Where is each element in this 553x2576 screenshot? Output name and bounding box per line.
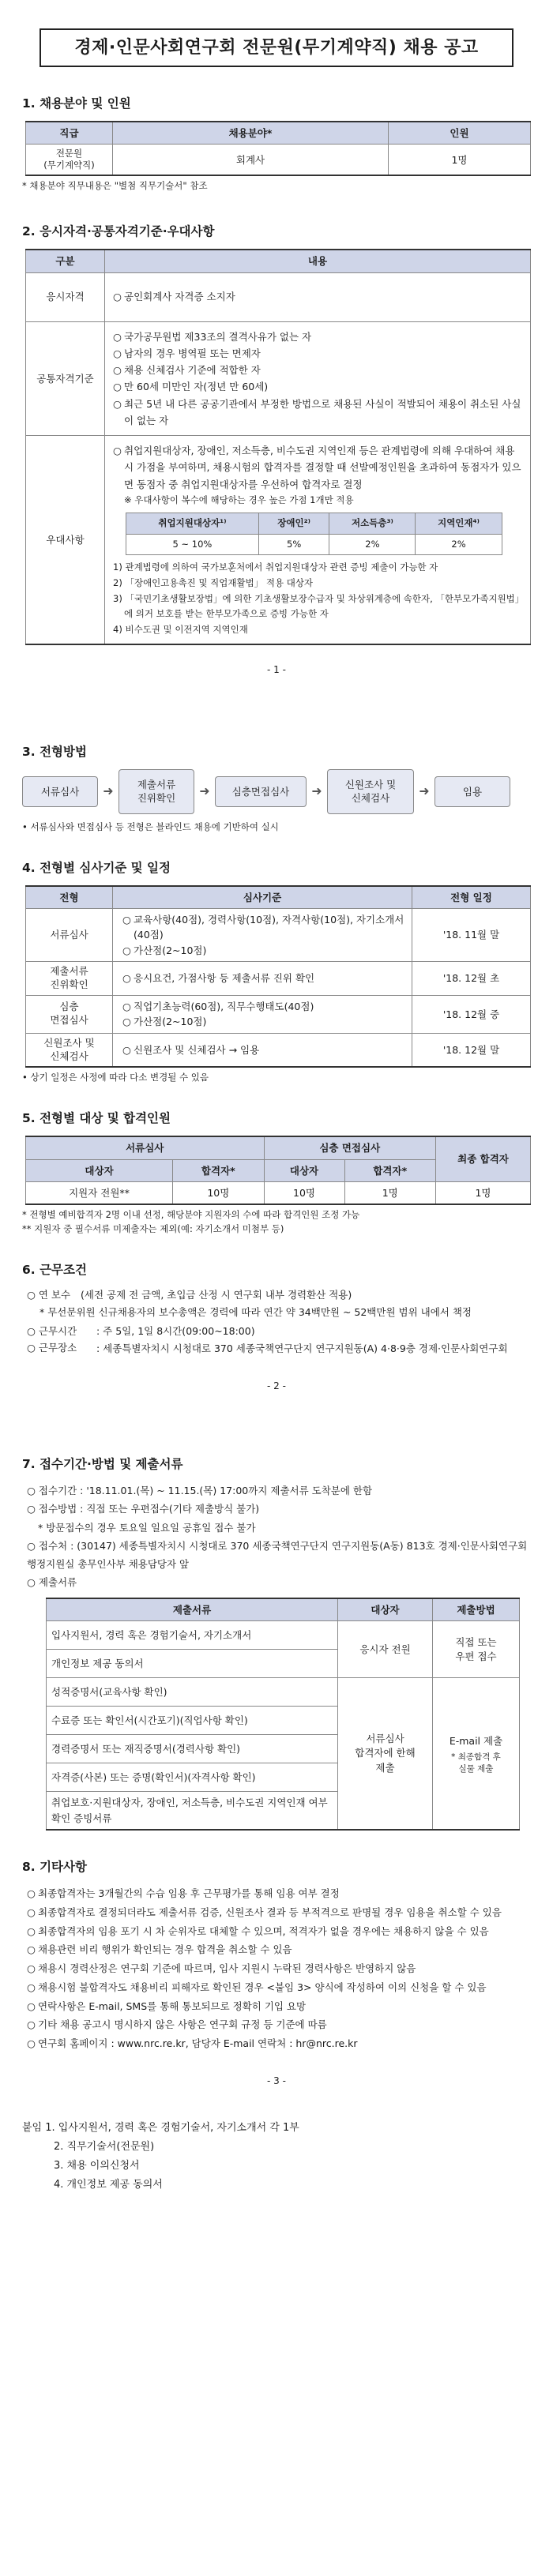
date-cell: '18. 12월 중 [412, 995, 531, 1033]
list-item: ○ 교육사항(40점), 경력사항(10점), 자격사항(10점), 자기소개서(40점) [122, 914, 404, 941]
doc-cell: 수료증 또는 확인서(시간포기)(직업사항 확인) [47, 1707, 338, 1735]
col-header: 장애인²⁾ [258, 513, 329, 535]
row-label: 우대사항 [26, 436, 105, 645]
section-2-table [25, 249, 531, 645]
section-3-heading: 3. 전형방법 [22, 744, 87, 759]
table-cell: 1명 [389, 145, 531, 175]
section-5-note: * 전형별 예비합격자 2명 이내 선정, 해당분야 지원자의 수에 따라 합격인원 조정 가능 [22, 1209, 360, 1221]
section-1-note: * 채용분야 직무내용은 "별첨 직무기술서" 참조 [22, 180, 208, 192]
condition-text: : 주 5일, 1일 8시간(09:00~18:00) [96, 1324, 255, 1337]
contact-item: ○ 연구회 홈페이지 : www.nrc.re.kr, 담당자 E-mail 연락처 : hr@nrc.re.kr [27, 2037, 358, 2050]
section-4-note: • 상기 일정은 사정에 따라 다소 변경될 수 있음 [22, 1072, 209, 1083]
list-item: ○ 채용 신체검사 기준에 적합한 자 [113, 364, 261, 377]
preference-footnotes [113, 560, 522, 637]
submission-table [46, 1598, 520, 1831]
attachment-item: 붙임 1. 입사지원서, 경력 혹은 경험기술서, 자기소개서 각 1부 [22, 2121, 299, 2134]
list-item: ○ 채용관련 비리 행위가 확인되는 경우 합격을 취소할 수 있음 [27, 1943, 292, 1956]
doc-cell: 개인정보 제공 동의서 [47, 1650, 338, 1678]
table-cell: 10명 [173, 1181, 264, 1204]
date-cell: '18. 11월 말 [412, 909, 531, 962]
list-item: ○ 최근 5년 내 다른 공공기관에서 부정한 방법으로 채용된 사실이 적발되어 채용이 취소된 사실이 없는 자 [113, 397, 521, 426]
table-cell: 지원자 전원** [26, 1181, 173, 1204]
target-cell: 서류심사 합격자에 한해 제출 [338, 1678, 433, 1830]
stage-cell: 제출서류 진위확인 [26, 962, 113, 996]
col-header: 직급 [26, 122, 113, 145]
list-item: ○ 직업기초능력(60점), 직무수행태도(40점) [122, 1000, 314, 1012]
table-cell: 2% [329, 534, 416, 555]
row-label: 공통자격기준 [26, 321, 105, 436]
list-item: ○ 연락사항은 E-mail, SMS를 통해 통보되므로 정확히 기입 요망 [27, 2000, 307, 2012]
attachment-item: 4. 개인정보 제공 동의서 [54, 2178, 163, 2191]
method-cell: 직접 또는 우편 접수 [433, 1621, 520, 1678]
flow-step: 제출서류 진위확인 [118, 769, 194, 814]
section-8-heading: 8. 기타사항 [22, 1860, 87, 1875]
list-item: ○ 가산점(2~10점) [122, 1016, 207, 1028]
table-cell: 1명 [436, 1181, 531, 1204]
apply-item: ○ 제출서류 [27, 1575, 77, 1588]
list-item: ○ 신원조사 및 신체검사 → 임용 [122, 1043, 260, 1056]
doc-cell: 자격증(사본) 또는 증명(확인서)(자격사항 확인) [47, 1763, 338, 1792]
date-cell: '18. 12월 초 [412, 962, 531, 996]
table-row [26, 1033, 531, 1067]
method-cell [433, 1678, 520, 1830]
section-5-table [25, 1136, 531, 1205]
table-cell: 5% [258, 534, 329, 555]
section-4-heading: 4. 전형별 심사기준 및 일정 [22, 860, 171, 875]
table-cell: 회계사 [113, 145, 389, 175]
list-item: ○ 최종합격자는 3개월간의 수습 임용 후 근무평가를 통해 임용 여부 결정 [27, 1887, 340, 1900]
list-item: ○ 최종합격자의 임용 포기 시 차 순위자로 대체할 수 있으며, 적격자가 없을 경우에는 채용하지 않을 수 있음 [27, 1924, 489, 1937]
col-header: 전형 일정 [412, 886, 531, 909]
col-header: 심사기준 [113, 886, 412, 909]
section-3-note: • 서류심사와 면접심사 등 전형은 블라인드 채용에 기반하여 실시 [22, 820, 279, 832]
preference-note: ※ 우대사항이 복수에 해당하는 경우 높은 가점 1개만 적용 [124, 494, 354, 505]
list-item: ○ 공인회계사 자격증 소지자 [113, 291, 235, 303]
doc-cell: 취업보호·지원대상자, 장애인, 저소득층, 비수도권 지역인재 여부 확인 증빙서류 [47, 1792, 338, 1830]
table-row [26, 995, 531, 1033]
flow-step: 서류심사 [22, 776, 98, 808]
condition-label: ○ 근무장소 [27, 1342, 77, 1354]
col-header: 인원 [389, 122, 531, 145]
col-header: 합격자* [173, 1159, 264, 1181]
condition-row [22, 1340, 531, 1358]
section-2-heading: 2. 응시자격·공통자격기준·우대사항 [22, 224, 215, 239]
list-item: ○ 채용시 경력산정은 연구회 기준에 따르며, 입사 지원시 누락된 경력사항은 반영하지 않음 [27, 1962, 416, 1975]
condition-label: ○ 연 보수 [27, 1288, 71, 1301]
list-item: ○ 만 60세 미만인 자(정년 만 60세) [113, 381, 269, 393]
col-header: 대상자 [264, 1159, 344, 1181]
attachment-item: 3. 채용 이의신청서 [54, 2159, 140, 2172]
section-5-note: ** 지원자 중 필수서류 미제출자는 제외(예: 자기소개서 미첨부 등) [22, 1223, 284, 1235]
list-item: ○ 가산점(2~10점) [122, 944, 207, 956]
doc-cell: 성적증명서(교육사항 확인) [47, 1678, 338, 1707]
page-number: - 3 - [267, 2075, 286, 2086]
section-4-table [25, 885, 531, 1068]
section-6-heading: 6. 근무조건 [22, 1262, 87, 1277]
col-header: 전형 [26, 886, 113, 909]
footnote: 1) 관계법령에 의하여 국가보훈처에서 취업지원대상자 관련 증빙 제출이 가능한 자 [113, 561, 438, 573]
stage-cell: 신원조사 및 신체검사 [26, 1033, 113, 1067]
list-item: ○ 응시요건, 가점사항 등 제출서류 진위 확인 [122, 972, 315, 985]
arrow-right-icon: ➜ [199, 783, 210, 798]
col-header: 지역인재⁴⁾ [416, 513, 502, 535]
col-header: 최종 합격자 [436, 1136, 531, 1181]
apply-item: * 방문접수의 경우 토요일 일요일 공휴일 접수 불가 [38, 1521, 256, 1534]
apply-item: ○ 접수처 : (30147) 세종특별자치시 시청대로 370 세종국책연구단지 연구지원동(A동) 813호 경제·인문사회연구회 행정지원실 총무인사부 채용담당자 앞 [27, 1539, 528, 1570]
arrow-right-icon: ➜ [419, 783, 430, 798]
target-cell: 응시자 전원 [338, 1621, 433, 1678]
table-cell: 5 ~ 10% [126, 534, 259, 555]
col-header: 내용 [105, 250, 531, 272]
attachments [22, 2120, 531, 2194]
method-email: E-mail 제출 [449, 1734, 503, 1747]
table-cell: 10명 [264, 1181, 344, 1204]
condition-row [22, 1324, 531, 1339]
row-label: 응시자격 [26, 272, 105, 321]
flow-step: 임용 [434, 776, 510, 808]
list-item: ○ 채용시험 불합격자도 채용비리 피해자로 확인된 경우 <붙임 3> 양식에 작성하여 이의 신청을 할 수 있음 [27, 1981, 487, 1993]
col-header: 구분 [26, 250, 105, 272]
section-1-table [25, 121, 531, 176]
table-cell: 2% [416, 534, 502, 555]
footnote: 2) 「장애인고용촉진 및 직업재활법」 적용 대상자 [113, 577, 314, 588]
arrow-right-icon: ➜ [103, 783, 114, 798]
preference-table [126, 513, 502, 555]
condition-text: (세전 공제 전 금액, 초입금 산정 시 연구회 내부 경력환산 적용) [81, 1288, 352, 1301]
col-group-header: 심층 면접심사 [264, 1136, 435, 1159]
col-header: 대상자 [338, 1598, 433, 1621]
condition-row [22, 1304, 531, 1322]
table-row [26, 909, 531, 962]
col-header: 제출서류 [47, 1598, 338, 1621]
col-header: 저소득층³⁾ [329, 513, 416, 535]
doc-cell: 경력증명서 또는 재직증명서(경력사항 확인) [47, 1735, 338, 1763]
section-1-heading: 1. 채용분야 및 인원 [22, 96, 131, 111]
page-number: - 2 - [267, 1380, 286, 1391]
stage-cell: 서류심사 [26, 909, 113, 962]
section-5-heading: 5. 전형별 대상 및 합격인원 [22, 1111, 171, 1126]
table-cell: 1명 [344, 1181, 436, 1204]
process-flow [22, 769, 531, 814]
condition-text: * 무선문위원 신규채용자의 보수총액은 경력에 따라 연간 약 34백만원 ~ 52백만원 범위 내에서 책정 [40, 1306, 472, 1319]
col-header: 대상자 [26, 1159, 173, 1181]
flow-step: 심층면접심사 [215, 776, 307, 808]
col-group-header: 서류심사 [26, 1136, 265, 1159]
flow-step: 신원조사 및 신체검사 [327, 769, 414, 814]
table-row [26, 962, 531, 996]
condition-label: ○ 근무시간 [27, 1324, 77, 1337]
table-cell: 전문원 (무기계약직) [26, 145, 113, 175]
col-header: 제출방법 [433, 1598, 520, 1621]
page-title: 경제·인문사회연구회 전문원(무기계약직) 채용 공고 [40, 28, 514, 67]
footnote: 4) 비수도권 및 이전지역 지역인재 [113, 623, 248, 635]
col-header: 채용분야* [113, 122, 389, 145]
date-cell: '18. 12월 말 [412, 1033, 531, 1067]
section-7-heading: 7. 접수기간·방법 및 제출서류 [22, 1457, 183, 1472]
stage-cell: 심층 면접심사 [26, 995, 113, 1033]
list-item: ○ 남자의 경우 병역필 또는 면제자 [113, 347, 261, 359]
footnote: 3) 「국민기초생활보장법」에 의한 기초생활보장수급자 및 차상위계층에 속한자, 「한부모가족지원법」에 의거 보호를 받는 한부모가족으로 증빙 가능한 자 [113, 592, 520, 620]
col-header: 취업지원대상자¹⁾ [126, 513, 259, 535]
list-item: ○ 기타 채용 공고시 명시하지 않은 사항은 연구회 규정 등 기준에 따름 [27, 2018, 327, 2031]
condition-row [22, 1287, 531, 1302]
doc-cell: 입사지원서, 경력 혹은 경험기술서, 자기소개서 [47, 1621, 338, 1650]
list-item: ○ 국가공무원법 제33조의 결격사유가 없는 자 [113, 330, 312, 343]
condition-text: : 세종특별자치시 시청대로 370 세종국책연구단지 연구지원동(A) 4·8·9층 경제·인문사회연구회 [96, 1342, 508, 1355]
col-header: 합격자* [344, 1159, 436, 1181]
apply-item: ○ 접수방법 : 직접 또는 우편접수(기타 제출방식 불가) [27, 1503, 260, 1515]
list-item: ○ 최종합격자로 결정되더라도 제출서류 검증, 신원조사 결과 등 부적격으로 판명될 경우 임용을 취소할 수 있음 [27, 1906, 502, 1918]
list-item: ○ 취업지원대상자, 장애인, 저소득층, 비수도권 지역인재 등은 관계법령에 의해 우대하여 채용시 가점을 부여하며, 채용시험의 합격자를 결정할 때 선발예정인원을 초과하여 동점자가 있으면 동점자 중 취업지원대상자를 우선하여 합격자로 결정 [113, 445, 521, 490]
method-note: * 최종합격 후 실물 제출 [451, 1752, 501, 1774]
attachment-item: 2. 직무기술서(전문원) [54, 2140, 155, 2153]
arrow-right-icon: ➜ [311, 783, 322, 798]
apply-item: ○ 접수기간 : '18.11.01.(목) ~ 11.15.(목) 17:00까지 제출서류 도착분에 한함 [27, 1485, 373, 1497]
page-number: - 1 - [267, 664, 286, 676]
